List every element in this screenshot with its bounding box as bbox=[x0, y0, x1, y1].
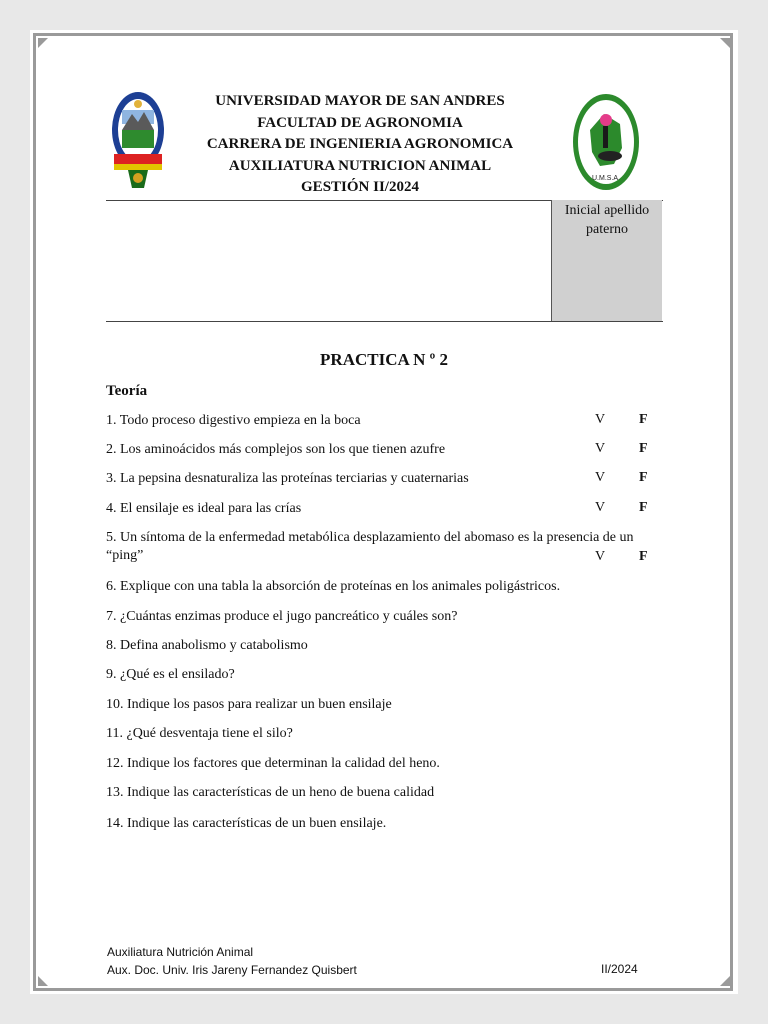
question-13: 13. Indique las características de un heno de buena calidad bbox=[106, 785, 435, 800]
corner-mark-top-right bbox=[720, 38, 730, 48]
initial-surname-box: Inicial apellido paterno bbox=[551, 200, 662, 321]
question-4: 4. El ensilaje es ideal para las crías bbox=[106, 501, 302, 516]
true-option-3: V bbox=[595, 470, 606, 485]
question-10: 10. Indique los pasos para realizar un buen ensilaje bbox=[106, 697, 392, 712]
footer-term: II/2024 bbox=[601, 962, 638, 976]
document-header bbox=[180, 91, 540, 199]
corner-mark-bottom-left bbox=[38, 976, 48, 986]
header-term: GESTIÓN II/2024 bbox=[301, 179, 419, 195]
seal-text: U.M.S.A. bbox=[591, 175, 621, 182]
footer-author: Aux. Doc. Univ. Iris Jareny Fernandez Quisbert bbox=[107, 963, 357, 977]
true-option-4: V bbox=[595, 500, 606, 515]
true-option-2: V bbox=[595, 441, 606, 456]
false-option-5: F bbox=[639, 549, 648, 564]
false-option-3: F bbox=[639, 470, 648, 485]
question-5: 5. Un síntoma de la enfermedad metabólica desplazamiento del abomaso es la presencia de un “ping” bbox=[106, 530, 634, 563]
question-7: 7. ¿Cuántas enzimas produce el jugo pancreático y cuáles son? bbox=[106, 609, 458, 624]
question-1: 1. Todo proceso digestivo empieza en la boca bbox=[106, 413, 361, 428]
question-12: 12. Indique los factores que determinan la calidad del heno. bbox=[106, 756, 440, 771]
false-option-1: F bbox=[639, 412, 648, 427]
header-course: AUXILIATURA NUTRICION ANIMAL bbox=[228, 157, 492, 174]
question-2: 2. Los aminoácidos más complejos son los que tienen azufre bbox=[106, 442, 446, 457]
question-6: 6. Explique con una tabla la absorción de proteínas en los animales poligástricos. bbox=[106, 579, 561, 594]
corner-mark-bottom-right bbox=[720, 976, 730, 986]
true-option-1: V bbox=[595, 412, 606, 427]
header-university: UNIVERSIDAD MAYOR DE SAN ANDRES bbox=[215, 93, 505, 109]
section-heading: Teoría bbox=[106, 383, 148, 399]
question-14: 14. Indique las características de un buen ensilaje. bbox=[106, 816, 387, 831]
false-option-2: F bbox=[639, 441, 648, 456]
university-crest-logo bbox=[108, 90, 168, 194]
header-career: CARRERA DE INGENIERIA AGRONOMICA bbox=[206, 136, 514, 152]
question-11: 11. ¿Qué desventaja tiene el silo? bbox=[106, 726, 293, 741]
corner-mark-top-left bbox=[38, 38, 48, 48]
faculty-seal-logo bbox=[570, 90, 642, 194]
footer-course: Auxiliatura Nutrición Animal bbox=[107, 945, 254, 959]
question-3: 3. La pepsina desnaturaliza las proteínas terciarias y cuaternarias bbox=[106, 471, 469, 486]
question-9: 9. ¿Qué es el ensilado? bbox=[106, 667, 235, 682]
header-faculty: FACULTAD DE AGRONOMIA bbox=[257, 114, 463, 131]
header-rule-bottom bbox=[106, 321, 663, 322]
true-option-5: V bbox=[595, 549, 606, 564]
question-8: 8. Defina anabolismo y catabolismo bbox=[106, 638, 308, 653]
false-option-4: F bbox=[639, 500, 648, 515]
practice-title: PRACTICA N º 2 bbox=[320, 350, 448, 369]
